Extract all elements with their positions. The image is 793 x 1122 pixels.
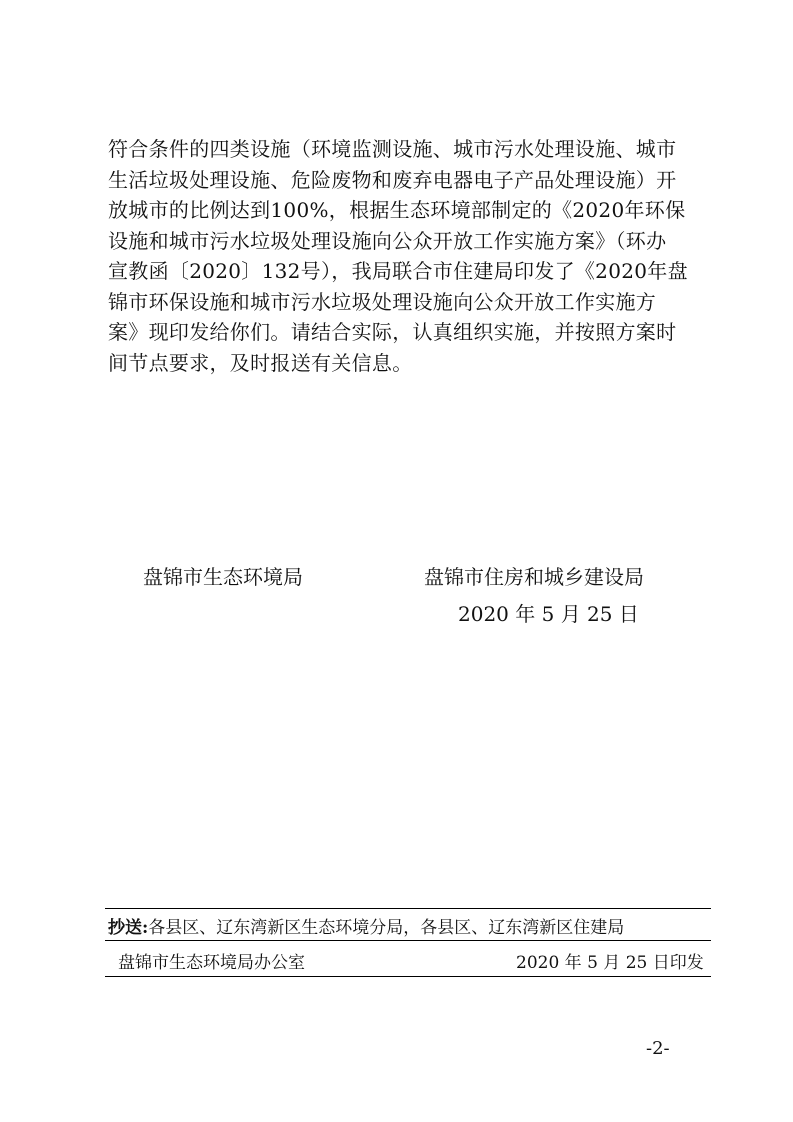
signature-date: 2020 年 5 月 25 日: [458, 602, 639, 626]
body-line-7: 案》现印发给你们。请结合实际，认真组织实施，并按照方案时: [108, 320, 677, 344]
cc-line: [108, 913, 624, 938]
page-number: -2-: [646, 1038, 670, 1059]
body-line-8: 间节点要求，及时报送有关信息。: [108, 350, 413, 375]
footer-top-rule: [105, 908, 711, 909]
body-line-6: 锦市环保设施和城市污水垃圾处理设施向公众开放工作实施方: [108, 289, 657, 314]
body-line-1: 符合条件的四类设施（环境监测设施、城市污水处理设施、城市: [108, 137, 677, 161]
cc-text: 各县区、辽东湾新区生态环境分局，各县区、辽东湾新区住建局: [148, 918, 625, 938]
body-line-3: 放城市的比例达到100%，根据生态环境部制定的《2020年环保: [108, 198, 686, 222]
signature-right-org: 盘锦市住房和城乡建设局: [424, 565, 644, 589]
signature-left-org: 盘锦市生态环境局: [143, 565, 303, 589]
footer-middle-rule: [105, 940, 711, 941]
issue-date: 2020 年 5 月 25 日印发: [516, 953, 704, 973]
body-line-2: 生活垃圾处理设施、危险废物和废弃电器电子产品处理设施）开: [108, 167, 677, 192]
issuer-office: 盘锦市生态环境局办公室: [118, 953, 305, 973]
body-line-5: 宣教函〔2020〕132号），我局联合市住建局印发了《2020年盘: [108, 259, 688, 283]
body-line-4: 设施和城市污水垃圾处理设施向公众开放工作实施方案》（环办: [108, 228, 667, 253]
cc-label: 抄送:: [108, 918, 149, 938]
body-text: [108, 134, 693, 378]
footer-bottom-rule: [105, 976, 711, 977]
